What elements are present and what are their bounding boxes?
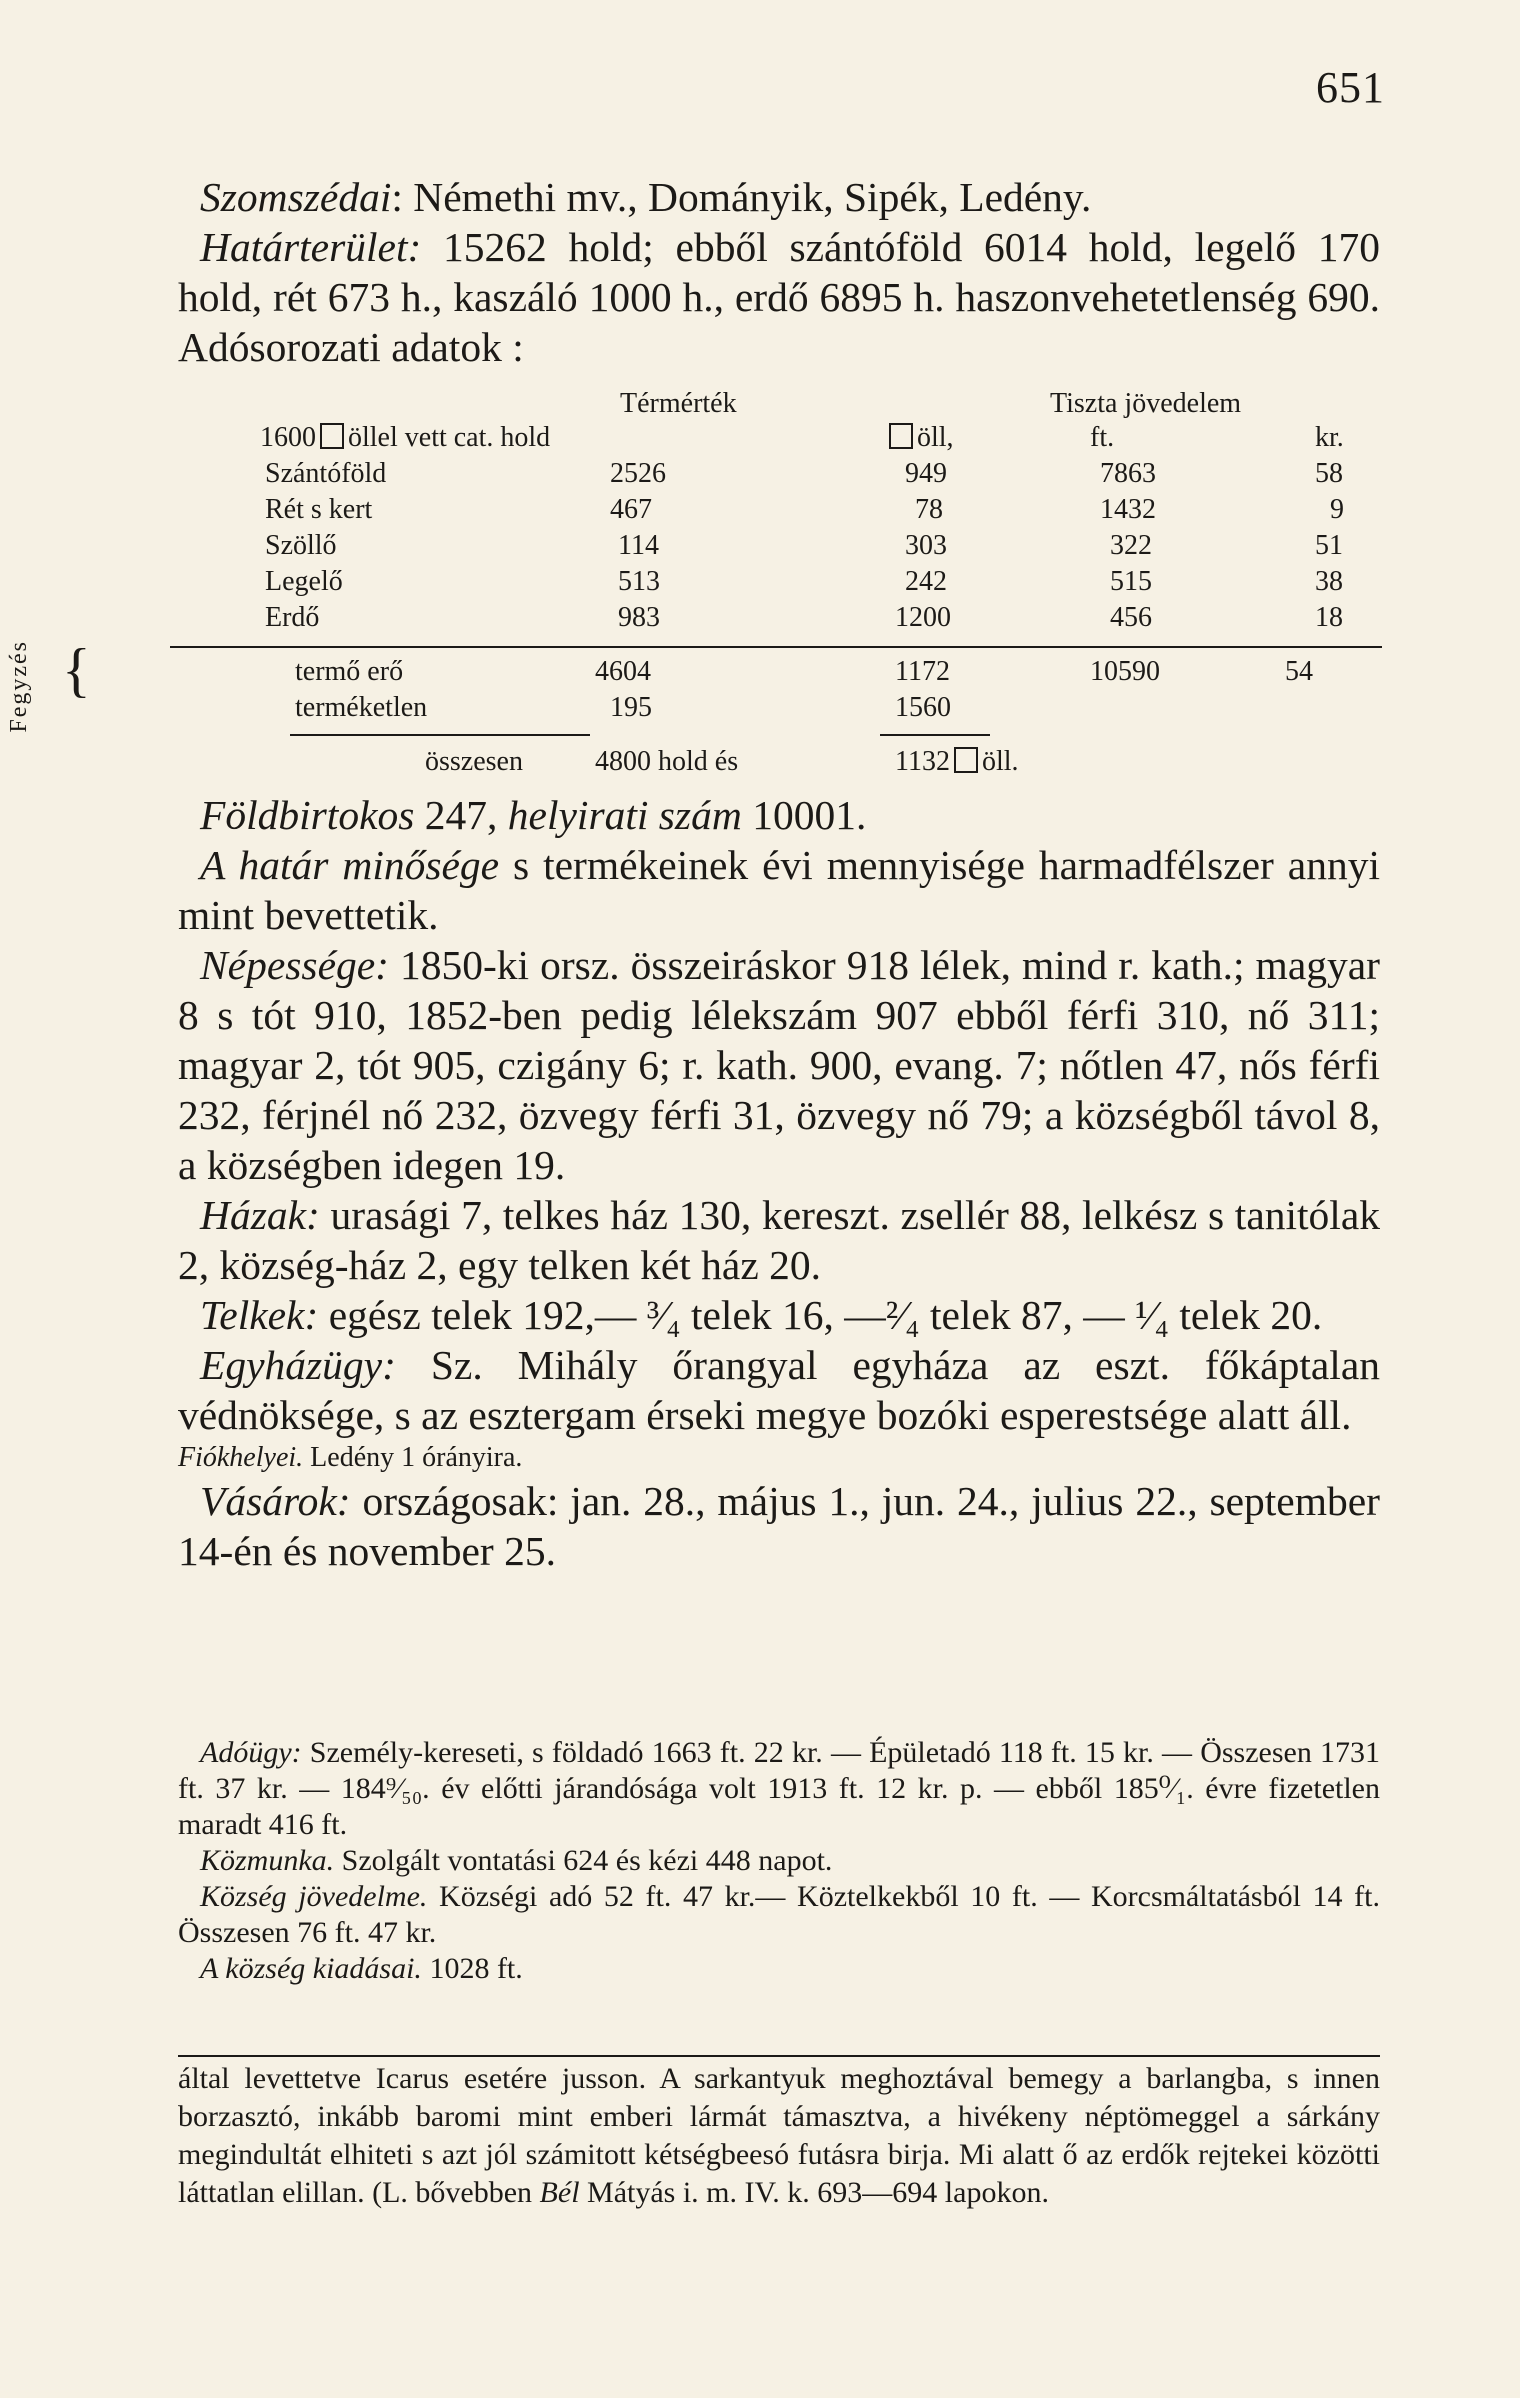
fairs-label: Vásárok:: [200, 1478, 351, 1524]
expenses-text: 1028 ft.: [421, 1952, 523, 1985]
footnote-author: Bél: [539, 2176, 580, 2209]
table-total-row: [170, 746, 1382, 780]
subrow-name: terméketlen: [295, 692, 428, 723]
church-paragraph: [178, 1340, 1380, 1440]
header-value: Térmérték: [620, 388, 737, 419]
row-kr: 51: [1315, 530, 1343, 561]
table-divider: [170, 646, 1382, 648]
plots-paragraph: [178, 1290, 1380, 1340]
header-oll: öll,: [917, 422, 954, 453]
table-subrow: [170, 692, 1382, 726]
income-text: Községi adó 52 ft. 47 kr.— Köztelkekből 10 ft. — Korcsmáltatásból 14 ft. Összesen 76 ft. 47 kr.: [178, 1880, 1380, 1949]
filial-label: Fiókhelyei.: [178, 1442, 304, 1473]
row-name: Legelő: [265, 566, 343, 597]
row-oll: 1200: [895, 602, 951, 633]
brace-icon: {: [62, 637, 91, 703]
income-label: Község jövedelme.: [200, 1880, 428, 1913]
neighbours-label: Szomszédai: [200, 174, 392, 220]
administration-block: [178, 1735, 1380, 1987]
row-hold: 983: [618, 602, 660, 633]
intro-block: [178, 172, 1380, 372]
neighbours-text: : Némethi mv., Dományik, Sipék, Ledény.: [391, 174, 1092, 220]
footnote-tail: Mátyás i. m. IV. k. 693—694 lapokon.: [579, 2176, 1049, 2209]
houses-paragraph: [178, 1190, 1380, 1290]
quality-label: A határ minősége: [200, 842, 500, 888]
row-ft: 322: [1110, 530, 1152, 561]
subrow-oll: 1172: [895, 656, 950, 687]
quality-text: s termékeinek évi mennyisége harmadfélszer annyi mint bevettetik.: [178, 842, 1380, 938]
row-hold: 513: [618, 566, 660, 597]
subrow-hold: 4604: [595, 656, 651, 687]
table-row: [170, 494, 1382, 528]
table-row: [170, 530, 1382, 564]
square-unit-icon: [954, 747, 978, 773]
row-ft: 515: [1110, 566, 1152, 597]
row-kr: 9: [1330, 494, 1344, 525]
church-label: Egyházügy:: [200, 1342, 396, 1388]
population-label: Népessége:: [200, 942, 389, 988]
population-text: 1850-ki orsz. összeiráskor 918 lélek, mind r. kath.; magyar 8 s tót 910, 1852-ben pedig lélekszám 907 ebből férfi 310, nő 311; magyar 2, tót 905, czigány 6; r. kath. 900, evang. 7; nőtlen 47, nős férfi 232, férjnél nő 232, özvegy férfi 31, özvegy nő 79; a községből távol 8, a községben idegen 19.: [178, 942, 1380, 1188]
area-text: 15262 hold; ebből szántóföld 6014 hold, legelő 170 hold, rét 673 h., kaszáló 1000 h., erdő 6895 h. haszonvehetetlenség 690. Adósorozati adatok :: [178, 224, 1380, 370]
row-oll: 242: [905, 566, 947, 597]
row-oll: 949: [905, 458, 947, 489]
public-work-paragraph: [178, 1843, 1380, 1879]
table-header-1: [170, 388, 1382, 422]
row-oll: 78: [915, 494, 943, 525]
header-kr: kr.: [1315, 422, 1344, 453]
subtotal-line: [880, 734, 990, 736]
population-paragraph: [178, 940, 1380, 1190]
row-ft: 7863: [1100, 458, 1156, 489]
row-name: Szántóföld: [265, 458, 387, 489]
header-unit: öllel vett cat. hold: [348, 422, 551, 453]
income-paragraph: [178, 1879, 1380, 1951]
landowner-text: 247,: [414, 792, 508, 838]
header-prefix: 1600: [260, 422, 316, 453]
quality-paragraph: [178, 840, 1380, 940]
tax-paragraph: [178, 1735, 1380, 1843]
table-header-2: [170, 422, 1382, 456]
total-hold: 4800 hold és: [595, 746, 739, 777]
table-subrow: [170, 656, 1382, 690]
square-unit-icon: [320, 423, 344, 449]
row-kr: 58: [1315, 458, 1343, 489]
church-text: Sz. Mihály őrangyal egyháza az eszt. főkáptalan védnöksége, s az esztergam érseki megye bozóki esperestsége alatt áll.: [178, 1342, 1380, 1438]
page-number: 651: [1316, 63, 1385, 112]
houses-label: Házak:: [200, 1192, 320, 1238]
table-row: [170, 566, 1382, 600]
tax-label: Adóügy:: [200, 1736, 302, 1769]
register-label: helyirati szám: [507, 792, 742, 838]
filial-text: Ledény 1 órányira.: [303, 1442, 523, 1473]
row-name: Erdő: [265, 602, 320, 633]
footnote: [178, 2060, 1380, 2212]
landowner-paragraph: [178, 790, 1380, 840]
row-hold: 2526: [610, 458, 666, 489]
footnote-rule: [178, 2055, 1380, 2057]
header-income: Tiszta jövedelem: [1050, 388, 1242, 419]
expenses-label: A község kiadásai.: [200, 1952, 422, 1985]
total-oll: 1132: [895, 746, 950, 777]
neighbours-paragraph: [178, 172, 1380, 222]
row-oll: 303: [905, 530, 947, 561]
square-unit-icon: [889, 423, 913, 449]
table-row: [170, 602, 1382, 636]
filial-paragraph: [178, 1440, 1380, 1476]
register-text: 10001.: [741, 792, 867, 838]
row-kr: 38: [1315, 566, 1343, 597]
subrow-oll: 1560: [895, 692, 951, 723]
table-row: [170, 458, 1382, 492]
row-hold: 114: [618, 530, 659, 561]
fairs-text: országosak: jan. 28., május 1., jun. 24., julius 22., september 14-én és november 25.: [178, 1478, 1380, 1574]
row-name: Szöllő: [265, 530, 337, 561]
footnote-text: által levettetve Icarus esetére jusson. A sarkantyuk meghoztával bemegy a barlangba, s innen borzasztó, inkább baromi mint emberi lármát támasztva, a hivékeny néptömeggel a sárkány megindultát elhiteti s azt jól számitott kétségbeesó futásra birja. Mi alatt ő az erdők rejtekei közötti láttatlan elillan. (L. bővebben: [178, 2062, 1380, 2209]
plots-text: egész telek 192,— ³⁄₄ telek 16, —²⁄₄ telek 87, — ¹⁄₄ telek 20.: [318, 1292, 1323, 1338]
houses-text: urasági 7, telkes ház 130, kereszt. zsellér 88, lelkész s tanitólak 2, község-ház 2, egy telken két ház 20.: [178, 1192, 1380, 1288]
row-ft: 1432: [1100, 494, 1156, 525]
main-text-block: [178, 790, 1380, 1576]
public-work-label: Közmunka.: [200, 1844, 335, 1877]
header-ft: ft.: [1090, 422, 1115, 453]
total-unit: öll.: [981, 746, 1019, 777]
side-label: Fegyzés: [6, 640, 32, 733]
row-ft: 456: [1110, 602, 1152, 633]
total-label: összesen: [425, 746, 523, 777]
footnote-paragraph: [178, 2060, 1380, 2212]
landowner-label: Földbirtokos: [200, 792, 415, 838]
subrow-hold: 195: [610, 692, 652, 723]
expenses-paragraph: [178, 1951, 1380, 1987]
subrow-name: termő erő: [295, 656, 404, 687]
row-name: Rét s kert: [265, 494, 373, 525]
subtotal-line: [290, 734, 590, 736]
fairs-paragraph: [178, 1476, 1380, 1576]
row-hold: 467: [610, 494, 652, 525]
plots-label: Telkek:: [200, 1292, 319, 1338]
area-label: Határterület:: [200, 224, 422, 270]
subrow-kr: 54: [1285, 656, 1313, 687]
area-paragraph: [178, 222, 1380, 372]
row-kr: 18: [1315, 602, 1343, 633]
subrow-ft: 10590: [1090, 656, 1160, 687]
public-work-text: Szolgált vontatási 624 és kézi 448 napot.: [334, 1844, 833, 1877]
tax-text: Személy-kereseti, s földadó 1663 ft. 22 kr. — Épületadó 118 ft. 15 kr. — Összesen 1731 ft. 37 kr. — 184⁹⁄₅₀. év előtti járandósága volt 1913 ft. 12 kr. p. — ebből 185⁰⁄₁. évre fizetetlen maradt 416 ft.: [178, 1736, 1380, 1841]
